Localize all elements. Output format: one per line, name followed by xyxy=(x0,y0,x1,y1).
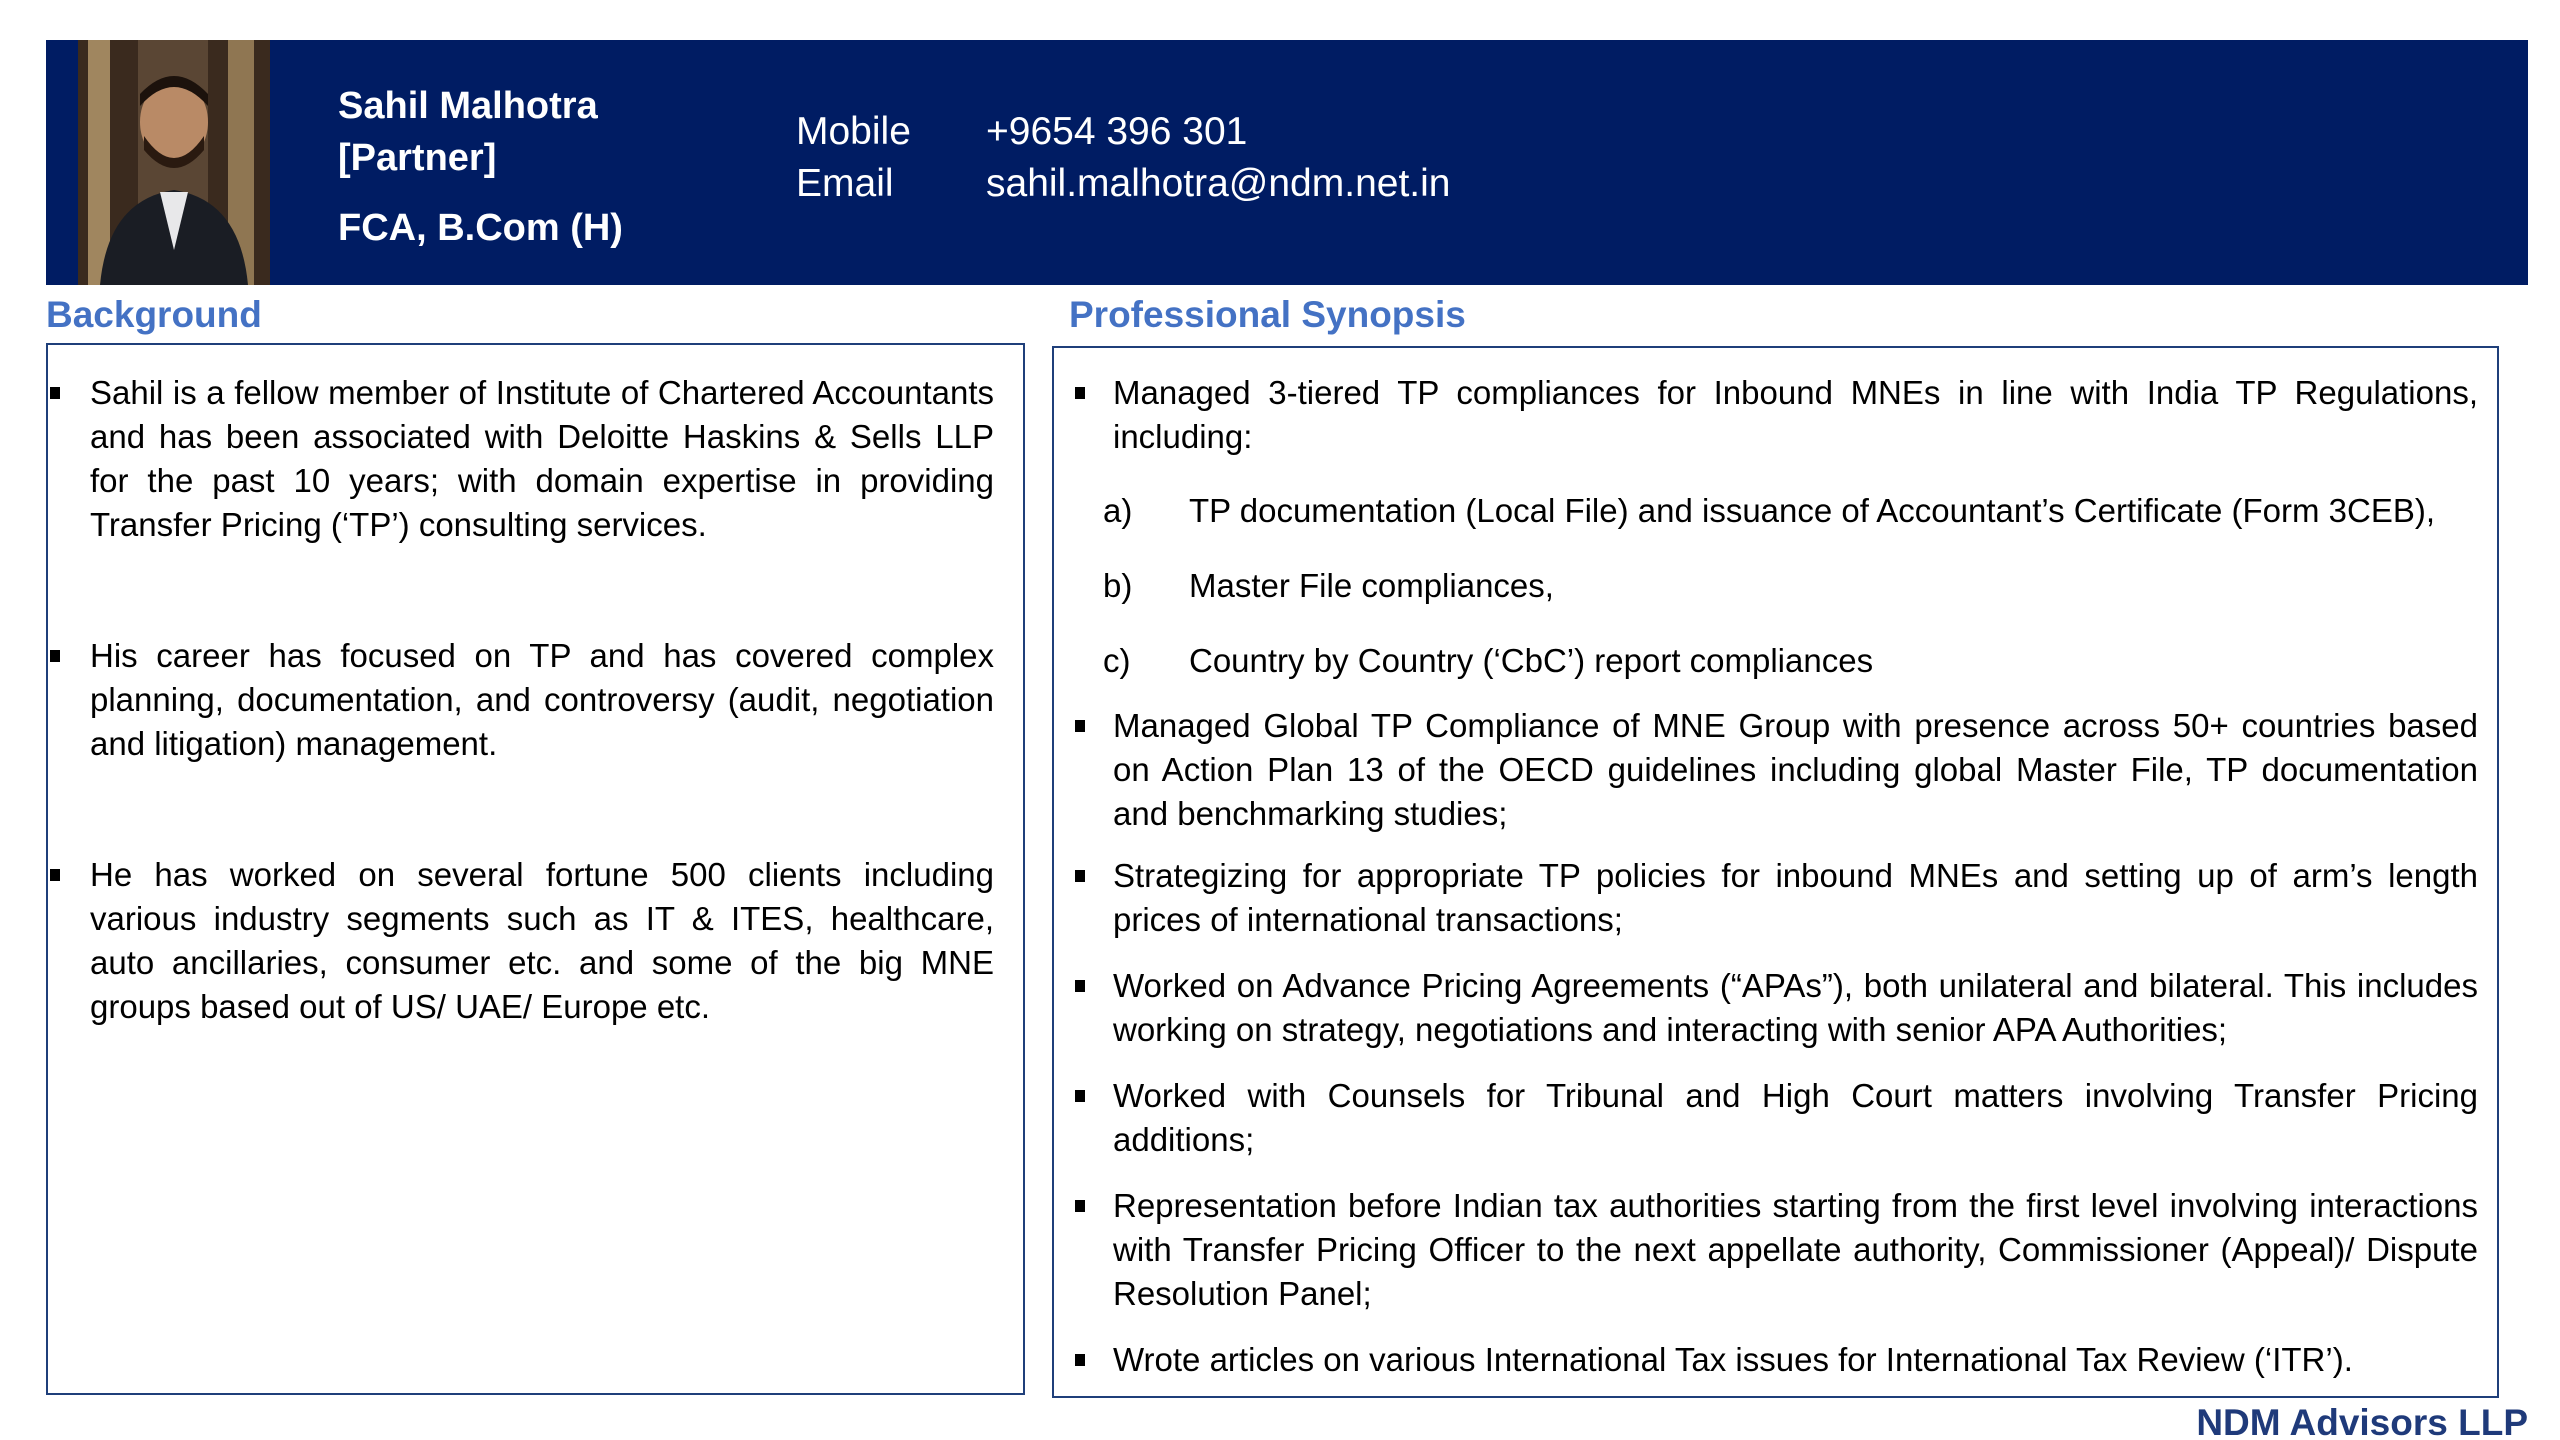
bullet-icon xyxy=(1075,980,1085,992)
synopsis-sub-item: c) Country by Country (‘CbC’) report compliances xyxy=(1103,642,1874,679)
synopsis-sub-item: a) TP documentation (Local File) and issuance of Accountant’s Certificate (Form 3CEB), xyxy=(1103,492,2436,529)
synopsis-sub-item: b) Master File compliances, xyxy=(1103,567,1554,604)
background-item: Sahil is a fellow member of Institute of Chartered Accountants and has been associated with Deloitte Haskins & Sells LLP for the past 10 years; with domain expertise in providing Transfer Pricing (‘TP’) consulting services. xyxy=(90,371,994,547)
bullet-icon xyxy=(1075,387,1085,399)
contact-block xyxy=(796,106,1450,210)
synopsis-item: Representation before Indian tax authorities starting from the first level involving interactions with Transfer Pricing Officer to the next appellate authority, Commissioner (Appeal)/ Dispute Resolution Panel; xyxy=(1113,1184,2478,1316)
profile-qualifications: FCA, B.Com (H) xyxy=(338,207,623,249)
email-label: Email xyxy=(796,162,894,205)
email-value: sahil.malhotra@ndm.net.in xyxy=(986,162,1451,205)
background-item: His career has focused on TP and has covered complex planning, documentation, and controversy (audit, negotiation and litigation) management. xyxy=(90,634,994,766)
bullet-icon xyxy=(50,387,60,399)
bullet-icon xyxy=(1075,1354,1085,1366)
contact-mobile-row xyxy=(796,106,1450,158)
profile-name: Sahil Malhotra xyxy=(338,85,598,127)
bullet-icon xyxy=(1075,720,1085,732)
brand-footer: NDM Advisors LLP xyxy=(2196,1402,2528,1440)
contact-email-row xyxy=(796,158,1450,210)
synopsis-item: Worked on Advance Pricing Agreements (“APAs”), both unilateral and bilateral. This includes working on strategy, negotiations and interacting with senior APA Authorities; xyxy=(1113,964,2478,1052)
bullet-icon xyxy=(1075,1200,1085,1212)
bullet-icon xyxy=(50,650,60,662)
bullet-icon xyxy=(50,869,60,881)
synopsis-title: Professional Synopsis xyxy=(1069,294,1466,335)
mobile-value: +9654 396 301 xyxy=(986,110,1248,153)
bullet-icon xyxy=(1075,1090,1085,1102)
mobile-label: Mobile xyxy=(796,110,911,153)
synopsis-item: Worked with Counsels for Tribunal and High Court matters involving Transfer Pricing additions; xyxy=(1113,1074,2478,1162)
profile-name-block xyxy=(338,80,623,254)
synopsis-item: Strategizing for appropriate TP policies for inbound MNEs and setting up of arm’s length prices of international transactions; xyxy=(1113,854,2478,942)
synopsis-box xyxy=(1052,346,2499,1398)
background-box xyxy=(46,343,1025,1395)
synopsis-item: Managed Global TP Compliance of MNE Group with presence across 50+ countries based on Action Plan 13 of the OECD guidelines including global Master File, TP documentation and benchmarking studies; xyxy=(1113,704,2478,836)
synopsis-intro-item: Managed 3-tiered TP compliances for Inbound MNEs in line with India TP Regulations, including: xyxy=(1113,371,2478,459)
profile-role: [Partner] xyxy=(338,137,497,179)
bullet-icon xyxy=(1075,870,1085,882)
synopsis-item: Wrote articles on various International Tax issues for International Tax Review (‘ITR’). xyxy=(1113,1338,2478,1382)
profile-photo xyxy=(78,40,270,285)
background-item: He has worked on several fortune 500 clients including various industry segments such as IT & ITES, healthcare, auto ancillaries, consumer etc. and some of the big MNE groups based out of US/ UAE/ Europe etc. xyxy=(90,853,994,1029)
background-title: Background xyxy=(46,294,262,335)
